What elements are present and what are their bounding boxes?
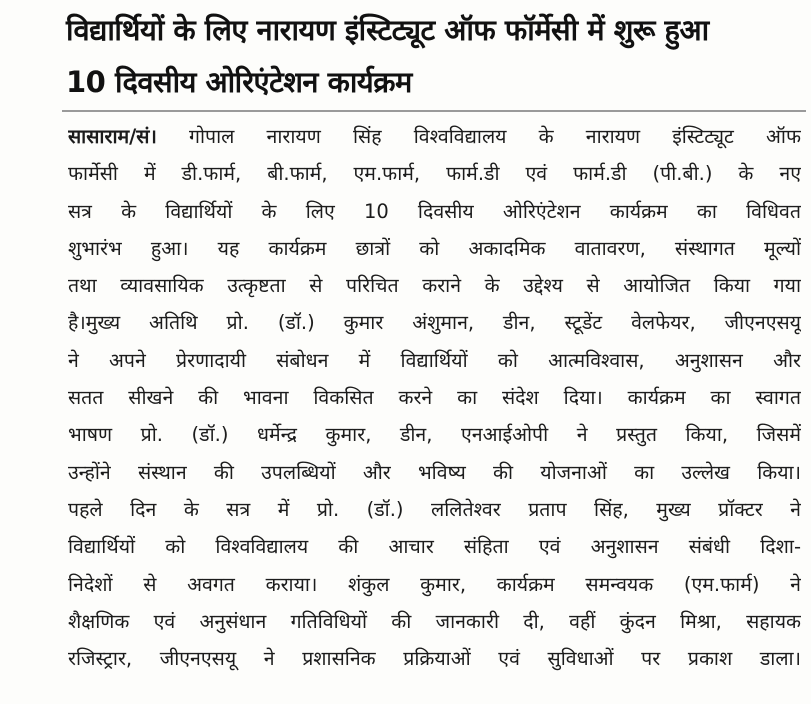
headline-divider <box>62 110 806 112</box>
body-line: सतत सीखने की भावना विकसित करने का संदेश दिया। कार्यक्रम का स्वागत <box>68 386 801 410</box>
body-line: सासाराम/सं। गोपाल नारायण सिंह विश्वविद्यालय के नारायण इंस्टिट्यूट ऑफ <box>68 125 801 148</box>
body-line: विद्यार्थियों को विश्वविद्यालय की आचार संहिता एवं अनुशासन संबंधी दिशा- <box>68 535 801 559</box>
body-line: शुभारंभ हुआ। यह कार्यक्रम छात्रों को अकादमिक वातावरण, संस्थागत मूल्यों <box>68 236 801 260</box>
body-line: है।मुख्य अतिथि प्रो. (डॉ.) कुमार अंशुमान, डीन, स्टूडेंट वेलफेयर, जीएनएसयू <box>68 311 801 335</box>
body-line: ने अपने प्रेरणादायी संबोधन में विद्यार्थियों को आत्मविश्वास, अनुशासन और <box>68 348 801 372</box>
article-dateline: सासाराम/सं। <box>68 125 157 148</box>
headline-line-1: विद्यार्थियों के लिए नारायण इंस्टिट्यूट ऑफ फॉर्मेसी में शुरू हुआ <box>66 13 709 47</box>
body-line: फार्मेसी में डी.फार्म, बी.फार्म, एम.फार्म, फार्म.डी एवं फार्म.डी (पी.बी.) के नए <box>68 162 801 186</box>
body-line: उन्होंने संस्थान की उपलब्धियों और भविष्य की योजनाओं का उल्लेख किया। <box>68 460 801 484</box>
body-line: तथा व्यावसायिक उत्कृष्टता से परिचित कराने के उद्देश्य से आयोजित किया गया <box>68 274 801 298</box>
body-line: सत्र के विद्यार्थियों के लिए 10 दिवसीय ओरिएंटेशन कार्यक्रम का विधिवत <box>68 199 801 223</box>
article-headline <box>66 4 806 108</box>
body-line: निदेशों से अवगत कराया। शंकुल कुमार, कार्यक्रम समन्वयक (एम.फार्म) ने <box>68 572 801 596</box>
body-line: शैक्षणिक एवं अनुसंधान गतिविधियों की जानकारी दी, वहीं कुंदन मिश्रा, सहायक <box>68 609 801 633</box>
headline-line-2: 10 दिवसीय ओरिएंटेशन कार्यक्रम <box>66 65 412 99</box>
article-body <box>68 118 801 677</box>
body-line: पहले दिन के सत्र में प्रो. (डॉ.) ललितेश्वर प्रताप सिंह, मुख्य प्रॉक्टर ने <box>68 497 801 521</box>
body-line: भाषण प्रो. (डॉ.) धर्मेन्द्र कुमार, डीन, एनआईओपी ने प्रस्तुत किया, जिसमें <box>68 423 801 447</box>
body-line: रजिस्ट्रार, जीएनएसयू ने प्रशासनिक प्रक्रियाओं एवं सुविधाओं पर प्रकाश डाला। <box>68 647 801 671</box>
